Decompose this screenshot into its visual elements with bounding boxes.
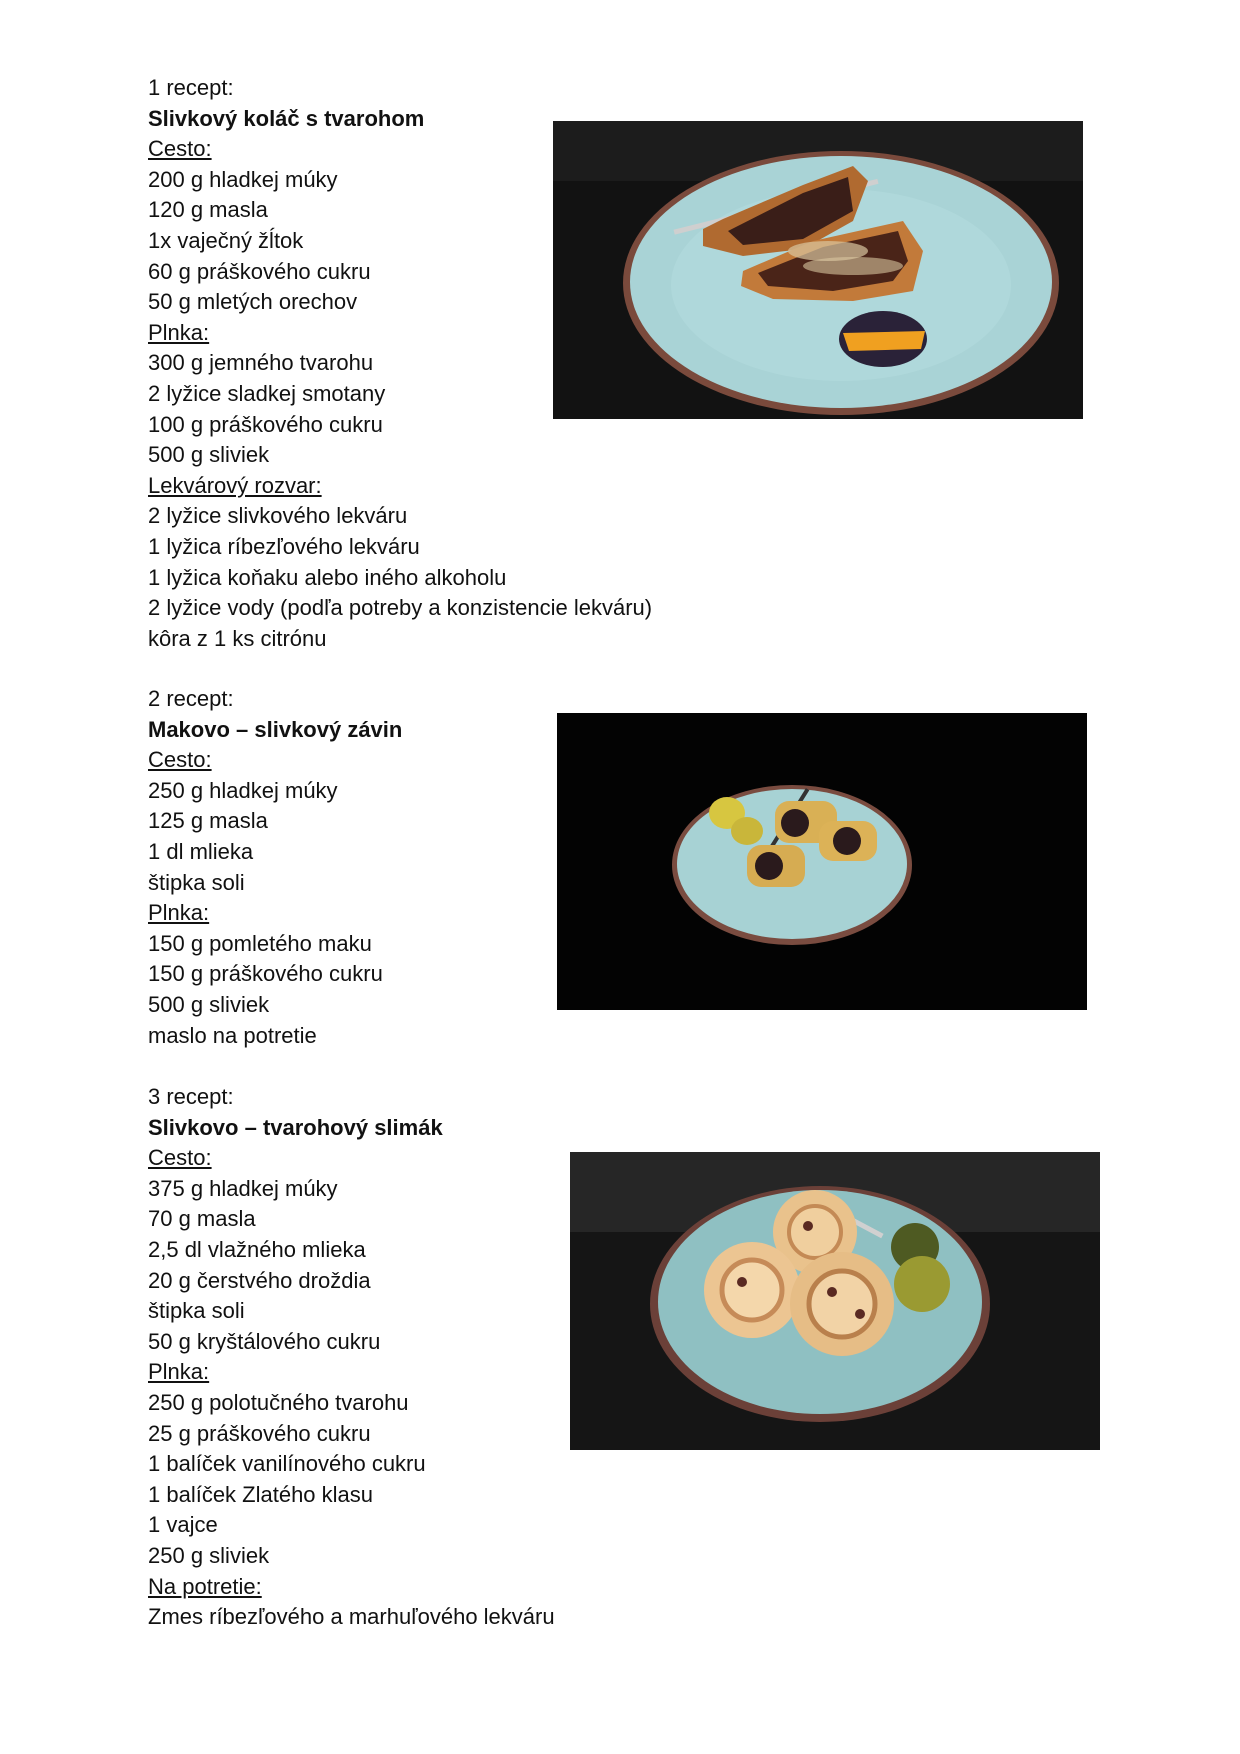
section-heading: Lekvárový rozvar: — [148, 472, 322, 498]
ingredient: 60 g práškového cukru — [148, 258, 371, 284]
recipe-title: Slivkovo – tvarohový slimák — [148, 1114, 443, 1140]
ingredient: 1 balíček Zlatého klasu — [148, 1481, 374, 1507]
recipe-label: 3 recept: — [148, 1084, 234, 1109]
ingredient: 125 g masla — [148, 808, 268, 834]
ingredient: 120 g masla — [148, 197, 268, 223]
recipe-label: 1 recept: — [148, 75, 234, 100]
section-heading: Plnka: — [148, 1359, 210, 1385]
section-heading: Plnka: — [148, 900, 210, 926]
ingredient: 1 vajce — [148, 1512, 218, 1538]
ingredient: 150 g pomletého maku — [148, 930, 372, 956]
ingredient: 20 g čerstvého droždia — [148, 1267, 371, 1293]
ingredient: kôra z 1 ks citrónu — [148, 625, 327, 651]
ingredient: 250 g polotučného tvarohu — [148, 1389, 409, 1415]
ingredient: 2 lyžice sladkej smotany — [148, 380, 386, 406]
section-heading: Plnka: — [148, 319, 210, 345]
recipe-title: Makovo – slivkový závin — [148, 716, 403, 742]
ingredient: 500 g sliviek — [148, 991, 270, 1017]
ingredient: 250 g hladkej múky — [148, 777, 338, 803]
ingredient: 1 balíček vanilínového cukru — [148, 1451, 426, 1477]
ingredient: 250 g sliviek — [148, 1542, 270, 1568]
section-heading: Na potretie: — [148, 1573, 262, 1599]
section-heading: Cesto: — [148, 747, 212, 773]
ingredient: 500 g sliviek — [148, 442, 270, 468]
ingredient: 1 lyžica koňaku alebo iného alkoholu — [148, 564, 507, 590]
ingredient: 200 g hladkej múky — [148, 166, 338, 192]
section-heading: Cesto: — [148, 1145, 212, 1171]
ingredient: 2 lyžice slivkového lekváru — [148, 503, 408, 529]
ingredient: 25 g práškového cukru — [148, 1420, 371, 1446]
ingredient: 1 lyžica ríbezľového lekváru — [148, 533, 420, 559]
ingredient: 50 g kryštálového cukru — [148, 1328, 381, 1354]
photo-plum-tart — [553, 121, 1083, 419]
ingredient: maslo na potretie — [148, 1022, 317, 1048]
photo-poppy-strudel — [557, 713, 1087, 1010]
ingredient: 150 g práškového cukru — [148, 961, 383, 987]
ingredient: Zmes ríbezľového a marhuľového lekváru — [148, 1604, 555, 1630]
ingredient: štipka soli — [148, 1298, 245, 1324]
ingredient: 1 dl mlieka — [148, 838, 254, 864]
recipe-label: 2 recept: — [148, 686, 234, 711]
ingredient: 50 g mletých orechov — [148, 289, 358, 315]
ingredient: 100 g práškového cukru — [148, 411, 383, 437]
ingredient: 1x vaječný žĺtok — [148, 227, 304, 253]
ingredient: štipka soli — [148, 869, 245, 895]
ingredient: 375 g hladkej múky — [148, 1175, 338, 1201]
ingredient: 2 lyžice vody (podľa potreby a konzistencie lekváru) — [148, 595, 653, 621]
recipe-title: Slivkový koláč s tvarohom — [148, 105, 425, 131]
photo-snail-buns — [570, 1152, 1100, 1450]
ingredient: 2,5 dl vlažného mlieka — [148, 1236, 366, 1262]
section-heading: Cesto: — [148, 136, 212, 162]
ingredient: 300 g jemného tvarohu — [148, 350, 374, 376]
ingredient: 70 g masla — [148, 1206, 256, 1232]
